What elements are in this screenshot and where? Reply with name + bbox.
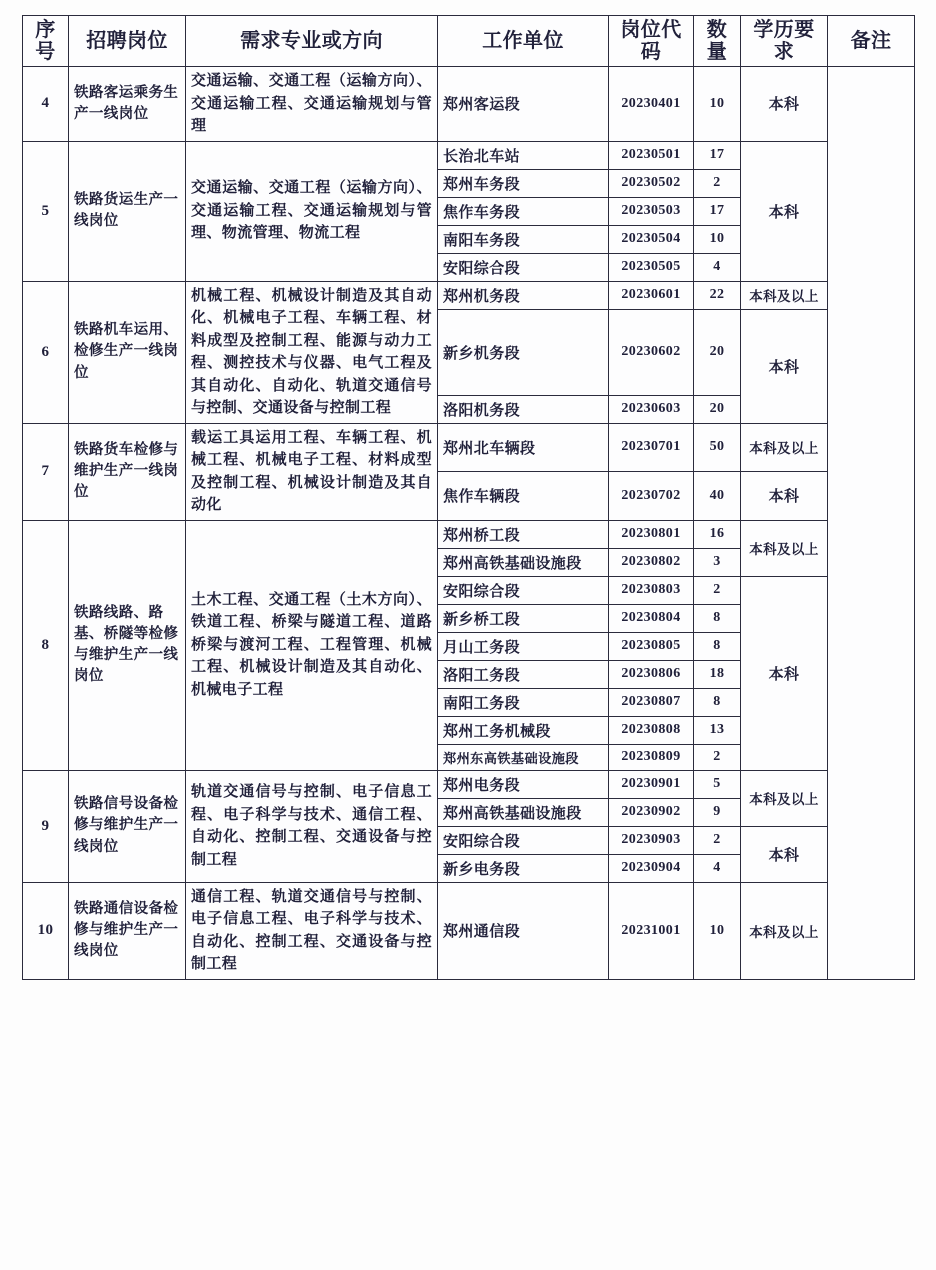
cell-post-code: 20230807 [609, 688, 694, 716]
cell-work-unit: 郑州高铁基础设施段 [438, 548, 609, 576]
cell-quantity: 16 [694, 520, 741, 548]
cell-post-code: 20230802 [609, 548, 694, 576]
cell-sequence-number: 5 [23, 141, 69, 281]
cell-work-unit: 安阳综合段 [438, 253, 609, 281]
cell-quantity: 40 [694, 472, 741, 521]
cell-sequence-number: 7 [23, 423, 69, 520]
cell-sequence-number: 10 [23, 882, 69, 979]
cell-education-requirement: 本科及以上 [741, 770, 828, 826]
table-row [23, 67, 915, 142]
cell-recruitment-post: 铁路机车运用、检修生产一线岗位 [69, 281, 186, 423]
cell-quantity: 2 [694, 744, 741, 770]
cell-required-major: 交通运输、交通工程（运输方向）、交通运输工程、交通运输规划与管理 [186, 67, 438, 142]
cell-quantity: 2 [694, 576, 741, 604]
cell-quantity: 8 [694, 604, 741, 632]
cell-recruitment-post: 铁路货运生产一线岗位 [69, 141, 186, 281]
cell-work-unit: 郑州客运段 [438, 67, 609, 142]
cell-quantity: 9 [694, 798, 741, 826]
cell-work-unit: 南阳车务段 [438, 225, 609, 253]
cell-education-requirement: 本科 [741, 576, 828, 770]
cell-post-code: 20230804 [609, 604, 694, 632]
table-row [23, 141, 915, 169]
table-row [23, 520, 915, 548]
cell-education-requirement: 本科及以上 [741, 520, 828, 576]
cell-required-major: 土木工程、交通工程（土木方向）、铁道工程、桥梁与隧道工程、道路桥梁与渡河工程、工程管理、机械工程、机械设计制造及其自动化、机械电子工程 [186, 520, 438, 770]
cell-quantity: 10 [694, 225, 741, 253]
cell-sequence-number: 6 [23, 281, 69, 423]
cell-post-code: 20230801 [609, 520, 694, 548]
cell-work-unit: 新乡机务段 [438, 309, 609, 395]
cell-recruitment-post: 铁路客运乘务生产一线岗位 [69, 67, 186, 142]
cell-quantity: 2 [694, 826, 741, 854]
cell-sequence-number: 9 [23, 770, 69, 882]
cell-education-requirement: 本科及以上 [741, 281, 828, 309]
cell-quantity: 13 [694, 716, 741, 744]
cell-work-unit: 郑州北车辆段 [438, 423, 609, 472]
table-header [23, 16, 915, 67]
cell-recruitment-post: 铁路线路、路基、桥隧等检修与维护生产一线岗位 [69, 520, 186, 770]
cell-post-code: 20230808 [609, 716, 694, 744]
cell-education-requirement: 本科 [741, 472, 828, 521]
cell-remark [828, 67, 915, 980]
cell-post-code: 20230601 [609, 281, 694, 309]
cell-required-major: 载运工具运用工程、车辆工程、机械工程、机械电子工程、材料成型及控制工程、机械设计制造及其自动化 [186, 423, 438, 520]
cell-post-code: 20230504 [609, 225, 694, 253]
cell-work-unit: 安阳综合段 [438, 576, 609, 604]
cell-post-code: 20230702 [609, 472, 694, 521]
column-header-seq: 序号 [23, 16, 69, 67]
table-row [23, 882, 915, 979]
cell-post-code: 20230903 [609, 826, 694, 854]
cell-quantity: 8 [694, 632, 741, 660]
cell-work-unit: 郑州桥工段 [438, 520, 609, 548]
cell-post-code: 20230401 [609, 67, 694, 142]
cell-required-major: 通信工程、轨道交通信号与控制、电子信息工程、电子科学与技术、自动化、控制工程、交通设备与控制工程 [186, 882, 438, 979]
cell-quantity: 3 [694, 548, 741, 576]
cell-post-code: 20230901 [609, 770, 694, 798]
cell-quantity: 20 [694, 395, 741, 423]
cell-recruitment-post: 铁路信号设备检修与维护生产一线岗位 [69, 770, 186, 882]
column-header-unit: 工作单位 [438, 16, 609, 67]
cell-work-unit: 郑州通信段 [438, 882, 609, 979]
cell-post-code: 20230503 [609, 197, 694, 225]
cell-work-unit: 洛阳机务段 [438, 395, 609, 423]
cell-quantity: 10 [694, 882, 741, 979]
column-header-major: 需求专业或方向 [186, 16, 438, 67]
cell-work-unit: 郑州东高铁基础设施段 [438, 744, 609, 770]
cell-post-code: 20230603 [609, 395, 694, 423]
cell-work-unit: 月山工务段 [438, 632, 609, 660]
table-row [23, 281, 915, 309]
cell-work-unit: 郑州机务段 [438, 281, 609, 309]
table-row [23, 423, 915, 472]
cell-work-unit: 焦作车辆段 [438, 472, 609, 521]
cell-quantity: 18 [694, 660, 741, 688]
cell-post-code: 20230501 [609, 141, 694, 169]
cell-quantity: 8 [694, 688, 741, 716]
cell-work-unit: 焦作车务段 [438, 197, 609, 225]
cell-quantity: 10 [694, 67, 741, 142]
cell-sequence-number: 4 [23, 67, 69, 142]
cell-work-unit: 长治北车站 [438, 141, 609, 169]
column-header-post: 招聘岗位 [69, 16, 186, 67]
cell-education-requirement: 本科 [741, 309, 828, 423]
cell-post-code: 20230505 [609, 253, 694, 281]
cell-education-requirement: 本科 [741, 67, 828, 142]
cell-work-unit: 新乡桥工段 [438, 604, 609, 632]
cell-education-requirement: 本科 [741, 826, 828, 882]
cell-post-code: 20230904 [609, 854, 694, 882]
cell-post-code: 20230602 [609, 309, 694, 395]
cell-sequence-number: 8 [23, 520, 69, 770]
cell-recruitment-post: 铁路通信设备检修与维护生产一线岗位 [69, 882, 186, 979]
cell-post-code: 20230806 [609, 660, 694, 688]
cell-work-unit: 郑州高铁基础设施段 [438, 798, 609, 826]
cell-work-unit: 洛阳工务段 [438, 660, 609, 688]
recruitment-table [22, 15, 915, 980]
cell-education-requirement: 本科 [741, 141, 828, 281]
cell-post-code: 20231001 [609, 882, 694, 979]
column-header-education: 学历要求 [741, 16, 828, 67]
header-row [23, 16, 915, 67]
cell-quantity: 50 [694, 423, 741, 472]
cell-education-requirement: 本科及以上 [741, 423, 828, 472]
cell-post-code: 20230701 [609, 423, 694, 472]
cell-quantity: 2 [694, 169, 741, 197]
table-row [23, 770, 915, 798]
cell-work-unit: 安阳综合段 [438, 826, 609, 854]
cell-post-code: 20230902 [609, 798, 694, 826]
cell-work-unit: 郑州工务机械段 [438, 716, 609, 744]
cell-quantity: 17 [694, 141, 741, 169]
cell-work-unit: 郑州电务段 [438, 770, 609, 798]
cell-post-code: 20230502 [609, 169, 694, 197]
cell-quantity: 22 [694, 281, 741, 309]
column-header-code: 岗位代码 [609, 16, 694, 67]
cell-recruitment-post: 铁路货车检修与维护生产一线岗位 [69, 423, 186, 520]
cell-work-unit: 郑州车务段 [438, 169, 609, 197]
cell-work-unit: 新乡电务段 [438, 854, 609, 882]
cell-work-unit: 南阳工务段 [438, 688, 609, 716]
cell-post-code: 20230809 [609, 744, 694, 770]
cell-post-code: 20230805 [609, 632, 694, 660]
cell-required-major: 轨道交通信号与控制、电子信息工程、电子科学与技术、通信工程、自动化、控制工程、交通设备与控制工程 [186, 770, 438, 882]
cell-education-requirement: 本科及以上 [741, 882, 828, 979]
cell-quantity: 20 [694, 309, 741, 395]
cell-required-major: 机械工程、机械设计制造及其自动化、机械电子工程、车辆工程、材料成型及控制工程、能源与动力工程、测控技术与仪器、电气工程及其自动化、自动化、轨道交通信号与控制、交通设备与控制工程 [186, 281, 438, 423]
cell-required-major: 交通运输、交通工程（运输方向）、交通运输工程、交通运输规划与管理、物流管理、物流工程 [186, 141, 438, 281]
cell-quantity: 4 [694, 854, 741, 882]
table-body [23, 67, 915, 980]
cell-quantity: 5 [694, 770, 741, 798]
cell-quantity: 17 [694, 197, 741, 225]
cell-quantity: 4 [694, 253, 741, 281]
column-header-quantity: 数量 [694, 16, 741, 67]
cell-post-code: 20230803 [609, 576, 694, 604]
column-header-remark: 备注 [828, 16, 915, 67]
